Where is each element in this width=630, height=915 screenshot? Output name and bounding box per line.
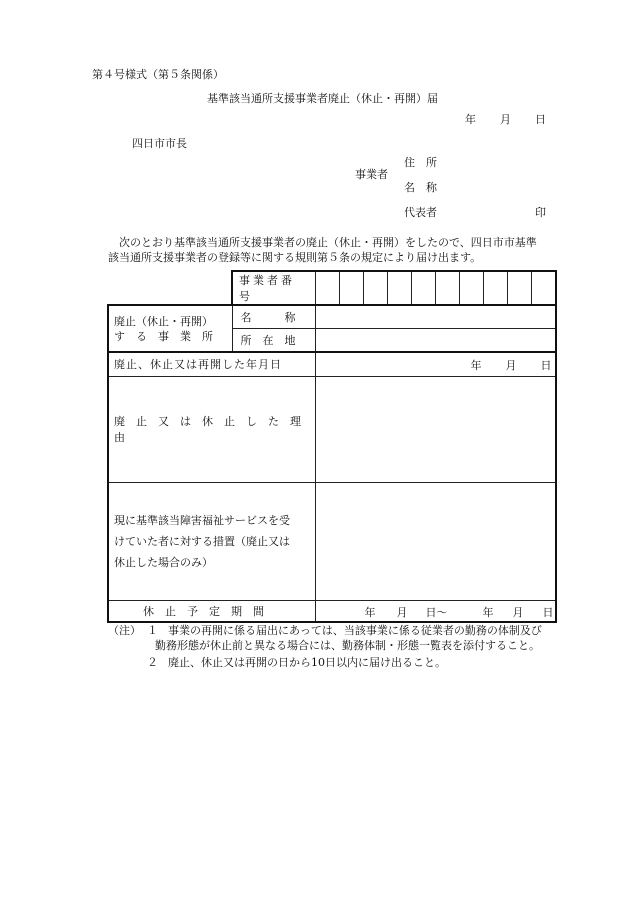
name-label: 名 称 bbox=[404, 181, 437, 194]
business-number-digit[interactable] bbox=[531, 271, 556, 305]
facility-address-label-cell bbox=[232, 329, 315, 353]
measures-label-line-2: けていた者に対する措置（廃止又は bbox=[114, 534, 290, 548]
business-number-label-cell bbox=[232, 271, 315, 305]
date-row-field[interactable] bbox=[315, 352, 556, 376]
reason-field[interactable] bbox=[315, 376, 556, 482]
applicant-label: 事業者 bbox=[355, 168, 388, 181]
facility-label-line-1: 廃止（休止・再開） bbox=[114, 314, 213, 328]
facility-label-cell bbox=[108, 305, 232, 352]
business-number-digit[interactable] bbox=[363, 271, 387, 305]
facility-label-line-2: す る 事 業 所 bbox=[114, 329, 213, 343]
date-year: 年 bbox=[465, 113, 476, 126]
facility-address-field[interactable] bbox=[315, 329, 556, 353]
reason-label: 廃 止 又 は 休 止 し た 理 由 bbox=[114, 415, 312, 444]
business-number-digit[interactable] bbox=[435, 271, 459, 305]
period-from-year: 年 bbox=[364, 605, 376, 619]
facility-address-label: 所 在 地 bbox=[240, 334, 296, 347]
period-from-month: 月 bbox=[396, 605, 408, 619]
facility-name-label: 名 称 bbox=[240, 311, 296, 324]
business-number-digit[interactable] bbox=[315, 271, 339, 305]
period-from-day: 日～ bbox=[425, 605, 448, 619]
date-row-year: 年 bbox=[470, 359, 482, 373]
date-row-label-cell bbox=[108, 352, 315, 376]
business-number-digit[interactable] bbox=[459, 271, 483, 305]
notification-form-table bbox=[107, 270, 557, 623]
document-title: 基準該当通所支援事業者廃止（休止・再開）届 bbox=[207, 92, 438, 105]
note-1-number: １ bbox=[147, 624, 158, 637]
date-day: 日 bbox=[535, 113, 546, 126]
form-number: 第４号様式（第５条関係） bbox=[92, 68, 224, 81]
body-text-line-1: 次のとおり基準該当通所支援事業者の廃止（休止・再開）をしたので、四日市市基準 bbox=[108, 236, 537, 249]
period-label: 休 止 予 定 期 間 bbox=[143, 604, 264, 618]
addressee: 四日市市長 bbox=[132, 137, 187, 150]
note-1-line-2: 勤務形態が休止前と異なる場合には、勤務体制・形態一覧表を添付すること。 bbox=[155, 639, 540, 652]
business-number-label: 事業者番号 bbox=[239, 274, 295, 303]
measures-label-line-3: 休止した場合のみ） bbox=[114, 555, 213, 569]
measures-label-line-1: 現に基準該当障害福祉サービスを受 bbox=[114, 513, 290, 527]
note-1-line-1: 事業の再開に係る届出にあっては、当該事業に係る従業者の勤務の体制及び bbox=[168, 624, 542, 637]
measures-label-cell bbox=[108, 482, 315, 600]
business-number-digit[interactable] bbox=[507, 271, 531, 305]
date-row-day: 日 bbox=[540, 359, 552, 373]
note-2-number: ２ bbox=[147, 656, 158, 669]
seal-mark: 印 bbox=[535, 206, 546, 219]
period-to-month: 月 bbox=[512, 605, 524, 619]
period-field[interactable] bbox=[315, 600, 556, 622]
facility-name-field[interactable] bbox=[315, 305, 556, 329]
period-to-day: 日 bbox=[542, 605, 554, 619]
business-number-digit[interactable] bbox=[339, 271, 363, 305]
body-text-line-2: 該当通所支援事業者の登録等に関する規則第５条の規定により届け出ます。 bbox=[108, 251, 482, 264]
reason-label-cell bbox=[108, 376, 315, 482]
address-label: 住 所 bbox=[404, 156, 437, 169]
notes-prefix: （注） bbox=[108, 624, 141, 637]
date-row-month: 月 bbox=[505, 359, 517, 373]
measures-field[interactable] bbox=[315, 482, 556, 600]
business-number-digit[interactable] bbox=[411, 271, 435, 305]
period-to-year: 年 bbox=[482, 605, 494, 619]
date-row-label: 廃止、休止又は再開した年月日 bbox=[114, 358, 282, 372]
representative-label: 代表者 bbox=[404, 206, 437, 219]
business-number-digit[interactable] bbox=[387, 271, 411, 305]
facility-name-label-cell bbox=[232, 305, 315, 329]
business-number-digit[interactable] bbox=[483, 271, 507, 305]
note-2-line-1: 廃止、休止又は再開の日から10日以内に届け出ること。 bbox=[168, 656, 446, 669]
date-month: 月 bbox=[500, 113, 511, 126]
period-label-cell bbox=[108, 600, 315, 622]
